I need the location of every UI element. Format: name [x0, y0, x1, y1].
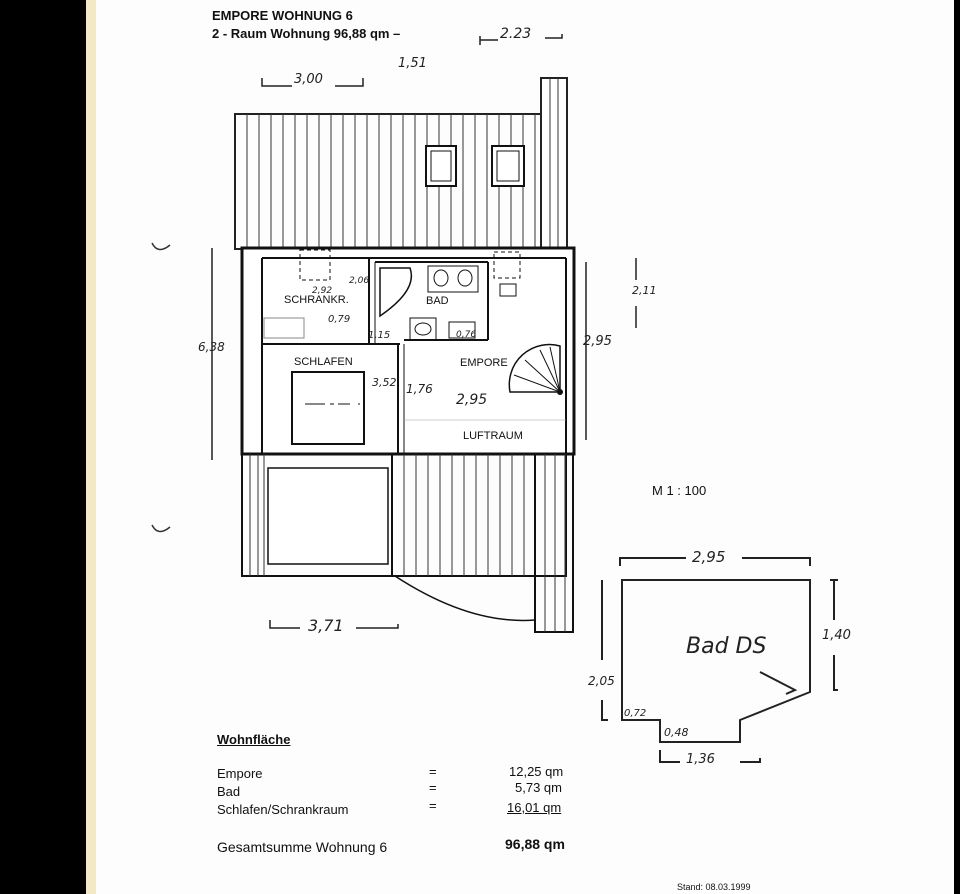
area-row-value: 5,73 qm	[515, 780, 562, 795]
area-row-name: Bad	[217, 784, 241, 799]
area-row-name: Schlafen/Schrankraum	[217, 802, 349, 817]
dim-0-76: 0,76	[456, 330, 477, 340]
dim-3-00: 3,00	[294, 72, 323, 87]
area-heading: Wohnfläche	[217, 732, 291, 747]
scale-label: M 1 : 100	[652, 483, 707, 498]
dim-3-71: 3,71	[308, 616, 344, 635]
bad-ds-dim-right: 1,40	[822, 628, 851, 643]
dim-3-52: 3,52	[372, 376, 397, 389]
dim-2-92: 2,92	[312, 286, 333, 296]
roof-hatching-bottom	[404, 454, 524, 576]
bad-ds-dim-0-48: 0,48	[664, 726, 689, 739]
dim-2-95-stair: 2,95	[456, 392, 488, 408]
dim-2-23: 2.23	[500, 26, 532, 42]
bad-ds-dim-0-72: 0,72	[624, 708, 647, 719]
area-row-equals: =	[429, 798, 437, 813]
dim-6-38: 6,38	[198, 340, 225, 354]
bad-ds-dim-left: 2,05	[588, 674, 615, 688]
dim-1-15: 1,15	[368, 330, 391, 341]
area-row-value: 16,01 qm	[507, 800, 562, 815]
area-row-equals: =	[429, 780, 437, 795]
dim-2-95-right: 2,95	[583, 334, 612, 349]
area-row-value: 12,25 qm	[509, 764, 564, 779]
bad-ds-label: Bad DS	[686, 634, 767, 659]
room-label-schlafen: SCHLAFEN	[294, 356, 353, 368]
stand-date: Stand: 08.03.1999	[677, 882, 751, 892]
room-label-luftraum: LUFTRAUM	[463, 430, 523, 442]
page-subtitle: 2 - Raum Wohnung 96,88 qm –	[212, 26, 401, 41]
dim-2-06: 2,06	[349, 276, 370, 286]
area-total-value: 96,88 qm	[505, 836, 565, 852]
page-title: EMPORE WOHNUNG 6	[212, 8, 353, 23]
dim-1-76: 1,76	[406, 382, 433, 396]
dim-0-79: 0,79	[328, 314, 351, 325]
bad-ds-dim-bottom: 1,36	[686, 752, 715, 767]
area-row-name: Empore	[217, 766, 263, 781]
dim-2-11: 2,11	[632, 284, 657, 297]
room-label-empore: EMPORE	[460, 357, 508, 369]
area-row-equals: =	[429, 764, 437, 779]
area-total-label: Gesamtsumme Wohnung 6	[217, 839, 388, 855]
room-label-bad: BAD	[426, 295, 449, 307]
room-label-schrankraum: SCHRANKR.	[284, 294, 349, 306]
dim-1-51: 1,51	[398, 56, 427, 71]
bad-ds-dim-top: 2,95	[692, 548, 726, 566]
bad-ds-sketch	[602, 558, 838, 762]
